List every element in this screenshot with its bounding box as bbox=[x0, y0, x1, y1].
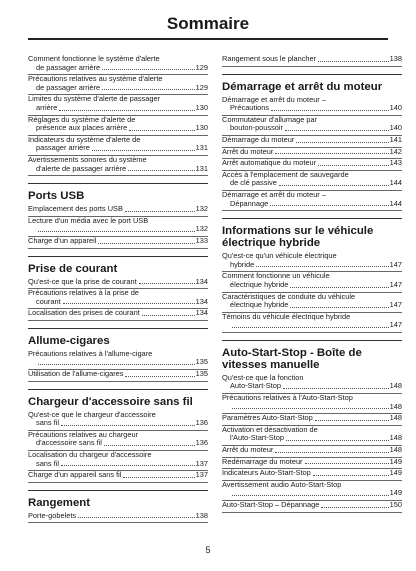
leader-dots bbox=[61, 465, 195, 466]
toc-entry-text: Localisation du chargeur d'accessoire bbox=[28, 450, 152, 460]
toc-entry-text: de passager arrière bbox=[36, 62, 101, 72]
toc-section bbox=[222, 55, 402, 67]
leader-dots bbox=[125, 211, 195, 212]
leader-dots bbox=[92, 150, 195, 151]
leader-dots bbox=[61, 425, 195, 426]
toc-entry-text: arrière bbox=[36, 102, 58, 112]
toc-section bbox=[28, 483, 208, 524]
toc-entry-text: Témoins du véhicule électrique hybride bbox=[222, 311, 351, 321]
leader-dots bbox=[232, 495, 389, 496]
toc-entry-text: d'alerte de passager arrière bbox=[36, 163, 127, 173]
leader-dots bbox=[290, 307, 388, 308]
leader-dots bbox=[256, 266, 388, 267]
toc-entry[interactable] bbox=[28, 512, 208, 524]
toc-section-heading: Rangement bbox=[28, 490, 208, 509]
toc-section-heading: Allume-cigares bbox=[28, 328, 208, 347]
toc-page-number: 149 bbox=[389, 468, 402, 478]
toc-page-number: 138 bbox=[195, 510, 208, 520]
toc-entry[interactable] bbox=[28, 116, 208, 136]
leader-dots bbox=[139, 283, 195, 284]
toc-entry[interactable] bbox=[222, 293, 402, 313]
toc-entry-text: Démarrage du moteur bbox=[222, 134, 295, 144]
toc-page-number: 147 bbox=[389, 279, 402, 289]
toc-entry-text: Précautions relatives au chargeur bbox=[28, 429, 139, 439]
toc-entry-text: Limites du système d'alerte de passager bbox=[28, 94, 161, 104]
toc-entry-text: Accès à l'emplacement de sauvegarde bbox=[222, 169, 349, 179]
leader-dots bbox=[275, 452, 388, 453]
toc-entry-text: Commutateur d'allumage par bbox=[222, 114, 318, 124]
toc-entry-text: l'Auto-Start-Stop bbox=[230, 433, 284, 443]
leader-dots bbox=[142, 315, 195, 316]
toc-entry-text: hybride bbox=[230, 259, 255, 269]
toc-entry-text: Précautions relatives à l'allume-cigare bbox=[28, 348, 153, 358]
toc-entry-text: de passager arrière bbox=[36, 82, 101, 92]
toc-page-number: 141 bbox=[389, 134, 402, 144]
leader-dots bbox=[305, 463, 389, 464]
toc-section-heading: Informations sur le véhicule électrique hybride bbox=[222, 218, 402, 249]
toc-section-heading: Prise de courant bbox=[28, 256, 208, 275]
toc-page-number: 149 bbox=[389, 488, 402, 498]
toc-entry-text: Démarrage et arrêt du moteur – bbox=[222, 189, 326, 199]
page-title: Sommaire bbox=[166, 14, 250, 33]
leader-dots bbox=[104, 445, 195, 446]
toc-section bbox=[28, 249, 208, 321]
toc-entry[interactable] bbox=[28, 55, 208, 75]
leader-dots bbox=[128, 170, 195, 171]
toc-entry-text: Indicateurs Auto-Start-Stop bbox=[222, 468, 311, 478]
toc-entry-text: Utilisation de l'allume-cigares bbox=[28, 369, 124, 379]
toc-entry[interactable] bbox=[222, 191, 402, 211]
toc-entry[interactable] bbox=[222, 446, 402, 458]
toc-entry-text: Charge d'un appareil sans fil bbox=[28, 470, 122, 480]
toc-page-number: 129 bbox=[195, 62, 208, 72]
toc-page-number: 142 bbox=[389, 146, 402, 156]
toc-page-number: 131 bbox=[195, 143, 208, 153]
leader-dots bbox=[232, 408, 389, 409]
toc-section-heading: Auto-Start-Stop - Boîte de vitesses manuelle bbox=[222, 340, 402, 371]
toc-section-heading: Démarrage et arrêt du moteur bbox=[222, 74, 402, 93]
toc-section bbox=[28, 321, 208, 382]
toc-entry[interactable] bbox=[28, 451, 208, 471]
leader-dots bbox=[313, 475, 389, 476]
title-rule bbox=[28, 38, 388, 40]
toc-entry[interactable] bbox=[28, 205, 208, 217]
leader-dots bbox=[321, 507, 388, 508]
toc-section bbox=[28, 55, 208, 176]
toc-section-heading: Chargeur d'accessoire sans fil bbox=[28, 389, 208, 408]
toc-entry-text: Paramètres Auto-Start-Stop bbox=[222, 413, 313, 423]
toc-left-column bbox=[28, 55, 208, 523]
toc-entry-text: Auto-Start-Stop bbox=[230, 381, 281, 391]
toc-entry-text: bouton-poussoir bbox=[230, 123, 284, 133]
toc-entry-text: électrique hybride bbox=[230, 300, 289, 310]
toc-entry[interactable] bbox=[28, 289, 208, 309]
toc-section bbox=[222, 333, 402, 513]
toc-page-number: 150 bbox=[389, 500, 402, 509]
toc-page-number: 148 bbox=[389, 413, 402, 423]
toc-entry[interactable] bbox=[28, 471, 208, 483]
toc-entry-text: sans fil bbox=[36, 458, 60, 468]
toc-entry-text: Arrêt du moteur bbox=[222, 445, 274, 455]
leader-dots bbox=[102, 89, 195, 90]
toc-entry-text: courant bbox=[36, 296, 61, 306]
leader-dots bbox=[283, 388, 389, 389]
leader-dots bbox=[129, 130, 194, 131]
leader-dots bbox=[285, 130, 389, 131]
toc-entry-text: d'accessoire sans fil bbox=[36, 438, 102, 448]
toc-page-number: 147 bbox=[389, 300, 402, 310]
toc-entry-text: Qu'est-ce que la prise de courant bbox=[28, 276, 137, 286]
toc-entry-text: Redémarrage du moteur bbox=[222, 456, 303, 466]
toc-entry-text: Comment fonctionne un véhicule bbox=[222, 271, 330, 281]
toc-page-number: 144 bbox=[389, 178, 402, 188]
toc-entry[interactable] bbox=[222, 116, 402, 136]
leader-dots bbox=[290, 287, 388, 288]
toc-page-number: 137 bbox=[195, 470, 208, 480]
toc-page-number: 134 bbox=[195, 296, 208, 306]
toc-entry-text: Emplacement des ports USB bbox=[28, 204, 123, 214]
leader-dots bbox=[123, 477, 194, 478]
toc-section bbox=[28, 176, 208, 248]
toc-page-number: 147 bbox=[389, 320, 402, 330]
leader-dots bbox=[232, 327, 389, 328]
toc-page-number: 130 bbox=[195, 123, 208, 133]
toc-entry-text: Localisation des prises de courant bbox=[28, 308, 140, 318]
toc-entry[interactable] bbox=[28, 309, 208, 321]
toc-page-number: 136 bbox=[195, 438, 208, 448]
leader-dots bbox=[63, 303, 195, 304]
toc-entry-text: Précautions relatives au système d'alerte bbox=[28, 74, 163, 84]
leader-dots bbox=[296, 142, 388, 143]
toc-page-number: 129 bbox=[195, 82, 208, 92]
toc-entry-text: Lecture d'un média avec le port USB bbox=[28, 215, 149, 225]
leader-dots bbox=[270, 205, 388, 206]
toc-entry-text: Démarrage et arrêt du moteur – bbox=[222, 94, 326, 104]
toc-entry-text: Précautions bbox=[230, 103, 270, 113]
toc-entry[interactable] bbox=[28, 370, 208, 382]
toc-entry-text: présence aux places arrière bbox=[36, 123, 128, 133]
toc-page-number: 148 bbox=[389, 401, 402, 411]
toc-entry-text: Précautions relatives à l'Auto-Start-Stop bbox=[222, 393, 353, 403]
toc-entry[interactable] bbox=[28, 237, 208, 249]
toc-entry[interactable] bbox=[222, 481, 402, 501]
toc-entry[interactable] bbox=[222, 374, 402, 394]
toc-right-column bbox=[222, 55, 402, 513]
page-number: 5 bbox=[205, 545, 211, 555]
toc-entry[interactable] bbox=[28, 217, 208, 237]
toc-entry[interactable] bbox=[222, 96, 402, 116]
toc-entry-text: Précautions relatives à la prise de bbox=[28, 288, 139, 298]
toc-page-number: 147 bbox=[389, 259, 402, 269]
toc-entry[interactable] bbox=[222, 171, 402, 191]
leader-dots bbox=[38, 231, 195, 232]
toc-page-number: 143 bbox=[389, 158, 402, 168]
toc-entry[interactable] bbox=[222, 394, 402, 414]
toc-page-number: 140 bbox=[389, 123, 402, 133]
toc-entry-text: Comment fonctionne le système d'alerte bbox=[28, 54, 160, 63]
toc-page-number: 135 bbox=[195, 357, 208, 367]
toc-entry[interactable] bbox=[222, 313, 402, 333]
toc-entry-text: Caractéristiques de conduite du véhicule bbox=[222, 291, 356, 301]
leader-dots bbox=[279, 185, 389, 186]
leader-dots bbox=[125, 376, 194, 377]
toc-page-number: 149 bbox=[389, 456, 402, 466]
toc-entry-text: Qu'est-ce que le chargeur d'accessoire bbox=[28, 409, 156, 419]
toc-entry-text: Rangement sous le plancher bbox=[222, 54, 317, 63]
leader-dots bbox=[318, 165, 389, 166]
toc-entry[interactable] bbox=[28, 431, 208, 451]
toc-entry-text: Indicateurs du système d'alerte de bbox=[28, 134, 141, 144]
leader-dots bbox=[286, 440, 389, 441]
toc-entry-text: passager arrière bbox=[36, 143, 90, 153]
toc-entry[interactable] bbox=[28, 75, 208, 95]
toc-entry[interactable] bbox=[222, 501, 402, 513]
toc-page-number: 135 bbox=[195, 369, 208, 379]
leader-dots bbox=[78, 517, 195, 518]
toc-entry-text: Avertissement audio Auto-Start-Stop bbox=[222, 479, 342, 489]
toc-entry[interactable] bbox=[28, 156, 208, 176]
toc-page-number: 140 bbox=[389, 103, 402, 113]
toc-entry-text: Réglages du système d'alerte de bbox=[28, 114, 136, 124]
toc-section bbox=[222, 67, 402, 212]
toc-entry-text: Arrêt automatique du moteur bbox=[222, 158, 317, 168]
toc-entry-text: Qu'est-ce qu'un véhicule électrique bbox=[222, 251, 337, 261]
toc-entry-text: Porte-gobelets bbox=[28, 510, 77, 520]
toc-entry[interactable] bbox=[222, 55, 402, 67]
toc-entry[interactable] bbox=[28, 95, 208, 115]
toc-page-number: 144 bbox=[389, 198, 402, 208]
leader-dots bbox=[275, 153, 388, 154]
toc-page-number: 138 bbox=[389, 54, 402, 63]
toc-entry-text: Arrêt du moteur bbox=[222, 146, 274, 156]
toc-page-number: 148 bbox=[389, 433, 402, 443]
leader-dots bbox=[59, 110, 194, 111]
toc-page-number: 148 bbox=[389, 381, 402, 391]
leader-dots bbox=[318, 61, 389, 62]
toc-entry-text: sans fil bbox=[36, 418, 60, 428]
toc-page-number: 132 bbox=[195, 204, 208, 214]
toc-entry-text: électrique hybride bbox=[230, 279, 289, 289]
toc-entry[interactable] bbox=[28, 411, 208, 431]
leader-dots bbox=[98, 243, 194, 244]
toc-entry-text: Qu'est-ce que la fonction bbox=[222, 372, 304, 382]
leader-dots bbox=[38, 364, 195, 365]
toc-page-number: 148 bbox=[389, 445, 402, 455]
toc-page-number: 130 bbox=[195, 102, 208, 112]
leader-dots bbox=[315, 420, 389, 421]
toc-page-number: 131 bbox=[195, 163, 208, 173]
toc-entry-text: de clé passive bbox=[230, 178, 277, 188]
toc-section bbox=[28, 382, 208, 483]
toc-page-number: 134 bbox=[195, 308, 208, 318]
toc-page-number: 132 bbox=[195, 224, 208, 234]
toc-page-number: 137 bbox=[195, 458, 208, 468]
toc-entry[interactable] bbox=[222, 159, 402, 171]
toc-page-number: 134 bbox=[195, 276, 208, 286]
toc-entry[interactable] bbox=[222, 252, 402, 272]
toc-entry-text: Charge d'un appareil bbox=[28, 235, 97, 245]
toc-page-number: 136 bbox=[195, 418, 208, 428]
toc-entry[interactable] bbox=[222, 272, 402, 292]
toc-entry[interactable] bbox=[28, 136, 208, 156]
toc-entry-text: Dépannage bbox=[230, 198, 269, 208]
toc-section-heading: Ports USB bbox=[28, 183, 208, 202]
toc-entry-text: Avertissements sonores du système bbox=[28, 154, 147, 164]
toc-section bbox=[222, 211, 402, 333]
toc-entry[interactable] bbox=[222, 426, 402, 446]
toc-entry-text: Activation et désactivation de bbox=[222, 424, 318, 434]
leader-dots bbox=[102, 69, 195, 70]
leader-dots bbox=[271, 110, 389, 111]
toc-entry[interactable] bbox=[28, 350, 208, 370]
toc-entry-text: Auto-Start-Stop – Dépannage bbox=[222, 500, 320, 509]
toc-page-number: 133 bbox=[195, 235, 208, 245]
toc-entry[interactable] bbox=[222, 136, 402, 148]
